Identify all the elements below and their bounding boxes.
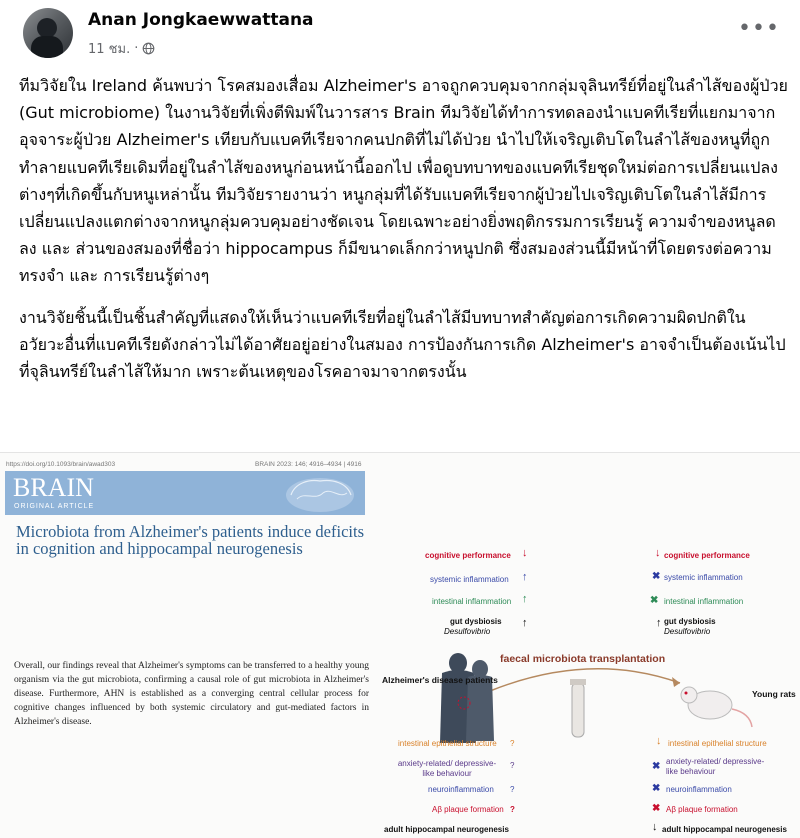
br-ahn: adult hippocampal neurogenesis [662,825,787,834]
br-neuroinflammation-cross: ✖ [652,783,661,794]
post-paragraph-2: งานวิจัยชิ้นนี้เป็นชิ้นสำคัญที่แสดงให้เห็นว่าแบคทีเรียที่อยู่ในลำไส้มีบทบาทสำคัญต่อการเกิดความผิดปกติในอวัยวะอื่นที่แบคทีเรียดังกล่าวไม่ได้อาศัยอยู่อย่างในสมอง การป้องกันการเกิด Alzheimer's อาจจำเป็นต้องเน้นไปที่จุลินทรีย์ในลำไส้ให้มาก เพราะต้นเหตุของโรคอาจมาจากตรงนั้น [19,307,786,382]
post-paragraph-1: ทีมวิจัยใน Ireland ค้นพบว่า โรคสมองเสื่อม Alzheimer's อาจถูกควบคุมจากกลุ่มจุลินทรีย์ที่อยู่ในลำไส้ของผู้ป่วย (Gut microbiome) ในงานวิจัยที่เพิ่งตีพิมพ์ในวารสาร Brain ทีมวิจัยได้ทำการทดลองนำแบคทีเรียที่แยกมาจากอุจจาระผู้ป่วย Alzheimer's เทียบกับแบคทีเรียจากคนปกติที่ไม่ได้ป่วย นำไปให้เจริญเติบโตในลำไส้ของหนูที่ถูกทำลายแบคทีเรียเดิมที่อยู่ในลำไส้ของหนูก่อนหน้านี้ออกไป เพื่อดูบทบาทของแบคทีเรียชุดใหม่ต่อการเปลี่ยนแปลงต่างๆที่เกิดขึ้นกับหนูเหล่านั้น ทีมวิจัยรายงานว่า หนูกลุ่มที่ได้รับแบคทีเรียจากผู้ป่วยไปเจริญเติบโตในลำไส้มีการเปลี่ยนแปลงแตกต่างจากหนูกลุ่มควบคุมอย่างชัดเจน โดยเฉพาะอย่างยิ่งพฤติกรรมการเรียนรู้ ความจำของหนูลดลง และ ส่วนของสมองที่ชื่อว่า hippocampus ก็มีขนาดเล็กกว่าหนูปกติ ซึ่งสมองส่วนนี้มีหน้าที่โดยตรงต่อความทรงจำ และ การเรียนรู้ต่างๆ [19,76,788,286]
right-cognitive-arrow: ↓ [655,547,661,559]
post-header [0,0,800,70]
br-epithelial: intestinal epithelial structure [668,739,767,748]
paper-abstract: Overall, our findings reveal that Alzheimer's symptoms can be transferred to a healthy young organism via the gut microbiota, confirming a causal role of gut microbiota in Alzheimer's disease. Furthermore, AHN is established as a converging central cellular process for cognitive changes influenced by both systemic circulatory and gut-mediated factors in Alzheimer's disease. [14,661,369,727]
br-ahn-arrow: ↓ [652,821,658,833]
avatar[interactable] [23,8,73,58]
paper-title: Microbiota from Alzheimer's patients induce deficits in cognition and hippocampal neurogenesis [16,522,364,558]
br-anxiety-cross: ✖ [652,761,661,772]
bl-plaque: Aβ plaque formation [432,805,504,814]
bl-ahn: adult hippocampal neurogenesis [384,825,509,834]
transplant-illustration [380,643,800,753]
right-dysbiosis-arrow: ↑ [656,617,662,629]
patients-label: Alzheimer's disease patients [382,675,498,685]
right-intestinal-cross: ✖ [650,595,659,606]
br-plaque: Aβ plaque formation [666,805,738,814]
brain-icon [275,471,365,515]
journal-section: ORIGINAL ARTICLE [14,503,95,510]
br-anxiety: anxiety-related/ depressive-like behaviour [666,757,765,776]
transplant-label: faecal microbiota transplantation [500,653,666,665]
post-image[interactable] [0,452,800,838]
right-systemic: systemic inflammation [664,573,743,582]
right-dysbiosis: gut dysbiosis [664,617,716,626]
journal-banner [5,471,365,515]
post-text [19,72,789,399]
meta-separator: · [134,41,139,56]
globe-icon[interactable] [142,42,155,55]
br-neuroinflammation: neuroinflammation [666,785,732,794]
bl-neuroinflammation: neuroinflammation [428,785,494,794]
right-intestinal: intestinal inflammation [664,597,744,606]
bl-anxiety: anxiety-related/ depressive-like behaviour [397,759,497,778]
left-systemic: systemic inflammation [430,575,509,584]
br-epithelial-arrow: ↓ [656,735,662,747]
bl-epithelial-q: ? [510,739,515,748]
left-systemic-arrow: ↑ [522,571,528,583]
post-time[interactable]: 11 ชม. [88,42,131,57]
rats-label: Young rats [752,689,796,699]
figure-doi: https://doi.org/10.1093/brain/awad303 [6,461,116,468]
left-dysbiosis: gut dysbiosis [450,617,502,626]
bl-plaque-q: ? [510,805,515,814]
figure-journal-ref: BRAIN 2023: 146; 4916–4934 | 4916 [255,461,362,468]
more-dots-icon[interactable]: ••• [738,16,780,41]
left-intestinal: intestinal inflammation [432,597,512,606]
left-cognitive-arrow: ↓ [522,547,528,559]
journal-name: BRAIN [13,473,94,502]
bl-neuroinflammation-q: ? [510,785,515,794]
author-name[interactable]: Anan Jongkaewwattana [88,10,314,30]
left-dysbiosis-arrow: ↑ [522,617,528,629]
right-systemic-cross: ✖ [652,571,661,582]
right-cognitive: cognitive performance [664,551,750,560]
left-desulfo: Desulfovibrio [444,627,491,636]
post-meta [88,38,155,59]
right-desulfo: Desulfovibrio [664,627,711,636]
left-intestinal-arrow: ↑ [522,593,528,605]
left-cognitive: cognitive performance [425,551,511,560]
bl-anxiety-q: ? [510,761,515,770]
bl-epithelial: intestinal epithelial structure [398,739,497,748]
br-plaque-cross: ✖ [652,803,661,814]
